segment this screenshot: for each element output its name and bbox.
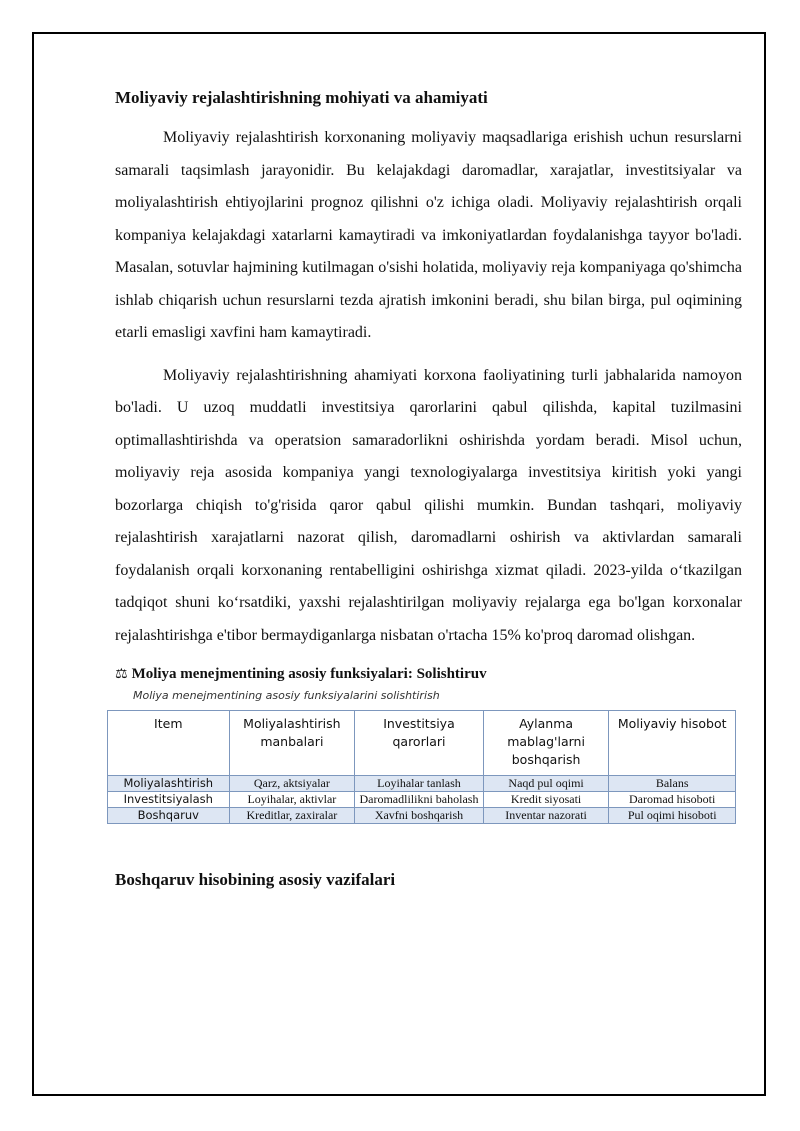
table-cell: Balans xyxy=(609,776,736,792)
table-cell: Inventar nazorati xyxy=(483,808,609,824)
table-cell: Naqd pul oqimi xyxy=(483,776,609,792)
section-heading: Moliyaviy rejalashtirishning mohiyati va ahamiyati xyxy=(115,88,488,107)
table-row xyxy=(108,808,736,824)
table-caption: Moliya menejmentining asosiy funksiyalarini solishtirish xyxy=(133,689,440,702)
table-cell: Loyihalar, aktivlar xyxy=(229,792,355,808)
table-cell: Daromad hisoboti xyxy=(609,792,736,808)
table-title xyxy=(115,664,742,684)
row-header-cell: Boshqaruv xyxy=(108,808,230,824)
table-row xyxy=(108,776,736,792)
scale-icon: ⚖ xyxy=(115,666,128,682)
table-cell: Daromadlilikni baholash xyxy=(355,792,484,808)
table-cell: Kreditlar, zaxiralar xyxy=(229,808,355,824)
table-row xyxy=(108,792,736,808)
row-header-cell: Moliyalashtirish xyxy=(108,776,230,792)
paragraph-2: Moliyaviy rejalashtirishning ahamiyati korxona faoliyatining turli jabhalarida namoyon bo'ladi. U uzoq muddatli investitsiya qarorlarini qabul qilishda, kapital tuzilmasini optimallashtirishda va operatsion samaradorlikni oshirishda yordam beradi. Misol uchun, moliyaviy reja asosida kompaniya yangi texnologiyalarga investitsiya kiritish yoki yangi bozorlarga chiqish to'g'risida qaror qabul qilishi mumkin. Bundan tashqari, moliyaviy rejalashtirish xarajatlarni nazorat qilish, daromadlarni oshirish va aktivlardan samarali foydalanish orqali korxonaning rentabelligini oshirishga xizmat qiladi. 2023-yilda o‘tkazilgan tadqiqot shuni ko‘rsatdiki, yaxshi rejalashtirilgan moliyaviy rejalarga ega bo'lgan korxonalar rejalashtirishga e'tibor bermaydiganlarga nisbatan o'rtacha 15% ko'proq daromad olishgan. xyxy=(115,366,742,644)
paragraph-1: Moliyaviy rejalashtirish korxonaning moliyaviy maqsadlariga erishish uchun resurslarni samarali taqsimlash jarayonidir. Bu kelajakdagi daromadlar, xarajatlar, investitsiyalar va moliyalashtirish ehtiyojlarini prognoz qilishni o'z ichiga oladi. Moliyaviy rejalashtirish orqali kompaniya kelajakdagi xatarlarni kamaytiradi va imkoniyatlardan foydalanishga tayyor bo'ladi. Masalan, sotuvlar hajmining kutilmagan o'sishi holatida, moliyaviy reja kompaniyaga qo'shimcha ishlab chiqarish uchun resurslarni tezda ajratish imkonini beradi, shu bilan birga, pul oqimining etarli emasligi xavfini ham kamaytiradi. xyxy=(115,129,742,341)
header-cell: Moliyalashtirish manbalari xyxy=(229,711,355,776)
comparison-table xyxy=(107,710,736,824)
header-cell: Item xyxy=(108,711,230,776)
header-cell: Moliyaviy hisobot xyxy=(609,711,736,776)
table-cell: Pul oqimi hisoboti xyxy=(609,808,736,824)
header-cell: Investitsiya qarorlari xyxy=(355,711,484,776)
table-cell: Kredit siyosati xyxy=(483,792,609,808)
table-cell: Loyihalar tanlash xyxy=(355,776,484,792)
table-title-text: Moliya menejmentining asosiy funksiyalari: Solishtiruv xyxy=(131,666,487,682)
table-cell: Xavfni boshqarish xyxy=(355,808,484,824)
table-header-row xyxy=(108,711,736,776)
document-body xyxy=(115,86,742,892)
table-cell: Qarz, aktsiyalar xyxy=(229,776,355,792)
row-header-cell: Investitsiyalash xyxy=(108,792,230,808)
header-cell: Aylanma mablag'larni boshqarish xyxy=(483,711,609,776)
section-heading-2: Boshqaruv hisobining asosiy vazifalari xyxy=(115,870,396,889)
